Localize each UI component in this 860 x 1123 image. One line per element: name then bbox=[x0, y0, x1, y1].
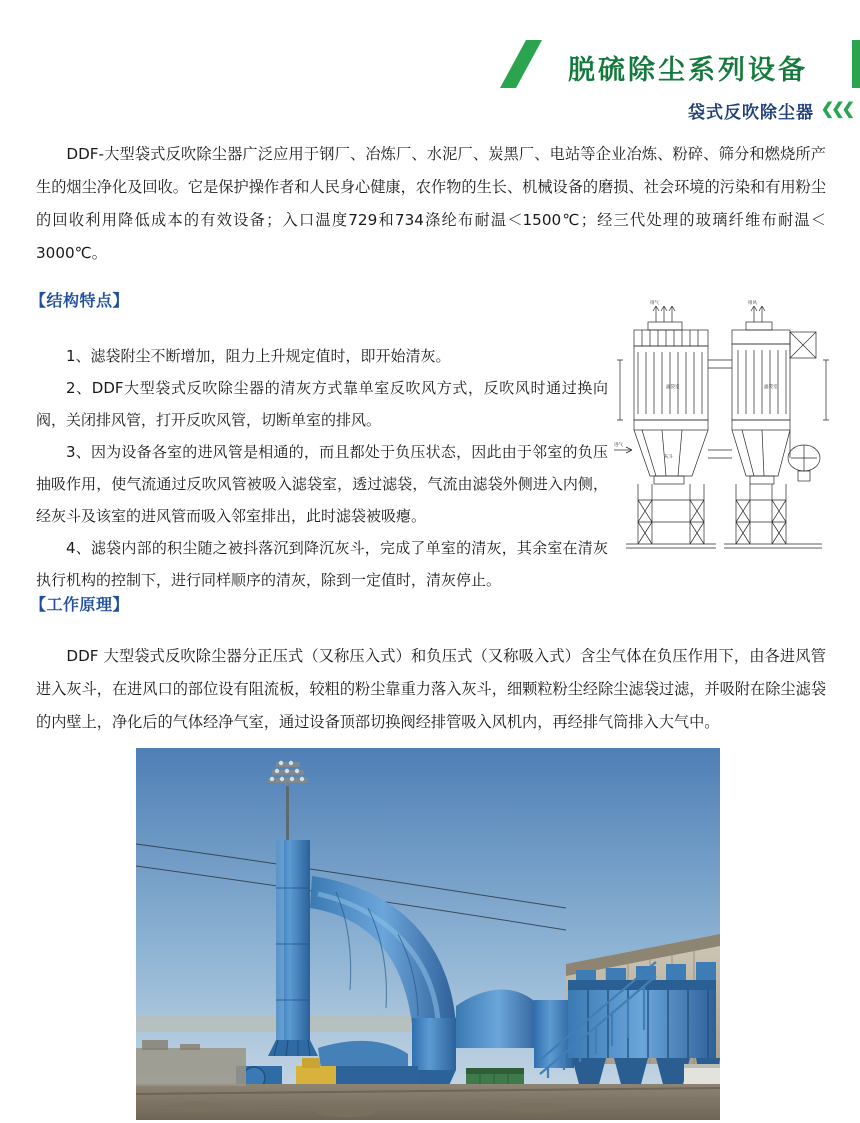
section-title-structure: 【结构特点】 bbox=[30, 291, 130, 310]
section-title-principle: 【工作原理】 bbox=[30, 595, 130, 614]
list-item: 4、滤袋内部的积尘随之被抖落沉到降沉灰斗，完成了单室的清灰，其余室在清灰执行机构的控制下，进行同样顺序的清灰，除到一定值时，清灰停止。 bbox=[36, 539, 608, 589]
structure-feature-list bbox=[36, 340, 608, 596]
drawing-label: 灰斗 bbox=[664, 455, 673, 460]
equipment-line-drawing bbox=[612, 300, 834, 568]
page-header bbox=[0, 0, 860, 132]
chevron-left-icon: ❮❮❮ bbox=[820, 101, 852, 118]
drawing-label: 滤袋室 bbox=[764, 385, 778, 390]
drawing-label: 排风 bbox=[748, 301, 757, 306]
intro-paragraph: DDF-大型袋式反吹除尘器广泛应用于钢厂、冶炼厂、水泥厂、炭黑厂、电站等企业冶炼、粉碎、筛分和燃烧所产生的烟尘净化及回收。它是保护操作者和人民身心健康，农作物的生长、机械设备的磨损、社会环境的污染和有用粉尘的回收利用降低成本的有效设备；入口温度729和734涤纶布耐温＜1500℃；经三代处理的玻璃纤维布耐温＜3000℃。 bbox=[36, 145, 826, 262]
drawing-label: 滤袋室 bbox=[666, 385, 680, 390]
page-title: 脱硫除尘系列设备 bbox=[568, 55, 808, 86]
drawing-label: 进气 bbox=[614, 443, 623, 448]
equipment-photo bbox=[136, 748, 720, 1120]
product-subtitle: 袋式反吹除尘器 bbox=[688, 103, 814, 123]
list-item: 3、因为设备各室的进风管是相通的，而且都处于负压状态，因此由于邻室的负压抽吸作用，使气流通过反吹风管被吸入滤袋室，透过滤袋，气流由滤袋外侧进入内侧，经灰斗及该室的进风管而吸入邻室排出，此时滤袋被吸瘪。 bbox=[36, 443, 608, 525]
list-item: 1、滤袋附尘不断增加，阻力上升规定值时，即开始清灰。 bbox=[66, 347, 451, 365]
principle-paragraph: DDF 大型袋式反吹除尘器分正压式（又称压入式）和负压式（又称吸入式）含尘气体在负压作用下，由各进风管进入灰斗，在进风口的部位设有阻流板，较粗的粉尘靠重力落入灰斗，细颗粒粉尘经除尘滤袋过滤，并吸附在除尘滤袋的内壁上，净化后的气体经净气室，通过设备顶部切换阀经排管吸入风机内，再经排气筒排入大气中。 bbox=[36, 647, 826, 731]
drawing-label: 排气 bbox=[650, 301, 659, 306]
list-item: 2、DDF大型袋式反吹除尘器的清灰方式靠单室反吹风方式，反吹风时通过换向阀，关闭排风管，打开反吹风管，切断单室的排风。 bbox=[36, 379, 608, 429]
